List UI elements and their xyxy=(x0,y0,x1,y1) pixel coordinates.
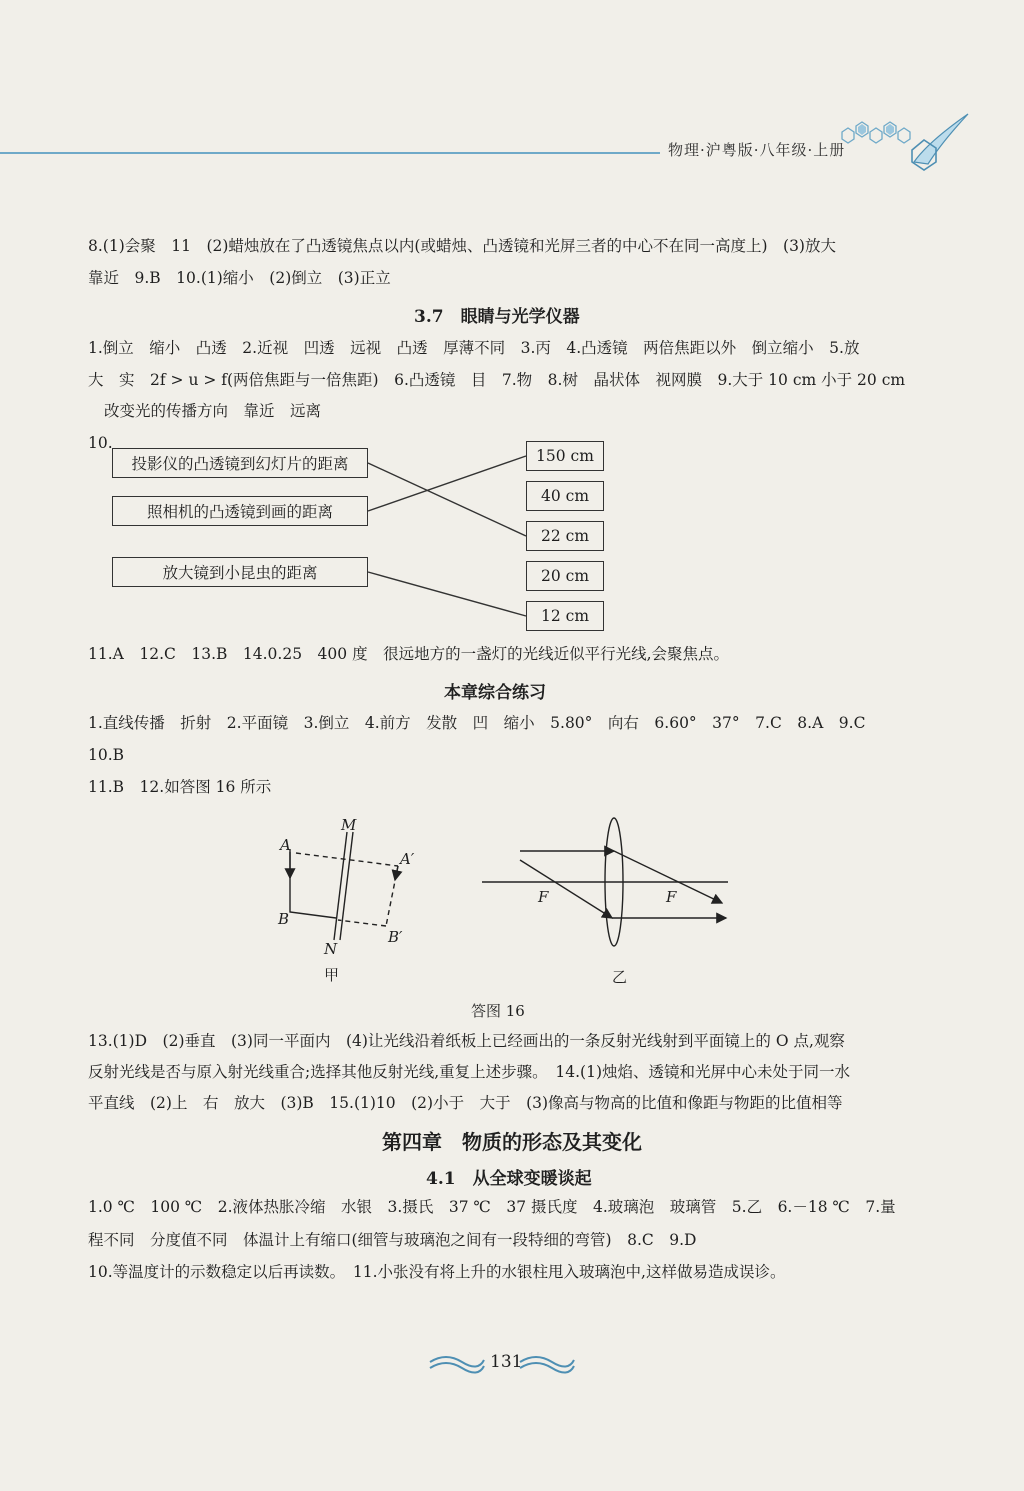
answer-line-4: 大 实 2f > u > f(两倍焦距与一倍焦距) 6.凸透镜 目 7.物 8.树 晶状体 视网膜 9.大于 10 cm 小于 20 cm xyxy=(88,371,906,389)
figure-label-F-left: F xyxy=(538,888,549,906)
answer-line-11: 反射光线是否与原入射光线重合;选择其他反射光线,重复上述步骤。 14.(1)烛焰、透镜和光屏中心未处于同一水 xyxy=(88,1063,851,1081)
section-heading-3-7: 3.7 眼睛与光学仪器 xyxy=(414,307,580,327)
answer-line-7: 1.直线传播 折射 2.平面镜 3.倒立 4.前方 发散 凹 缩小 5.80° 向右 6.60° 37° 7.C 8.A 9.C xyxy=(88,714,866,732)
answer-line-3: 1.倒立 缩小 凸透 2.近视 凹透 远视 凸透 厚薄不同 3.丙 4.凸透镜 两倍焦距以外 倒立缩小 5.放 xyxy=(88,339,860,357)
match-right-item-20: 20 cm xyxy=(526,561,604,591)
figure-label-B: B xyxy=(278,910,290,928)
answer-line-14: 程不同 分度值不同 体温计上有缩口(细管与玻璃泡之间有一段特细的弯管) 8.C 9.D xyxy=(88,1231,697,1249)
match-right-item-150: 150 cm xyxy=(526,441,604,471)
figure-label-B-prime: B′ xyxy=(388,928,403,946)
figure-label-A-prime: A′ xyxy=(400,850,415,868)
question-10-label: 10. xyxy=(88,434,113,452)
answer-line-5: 改变光的传播方向 靠近 远离 xyxy=(104,402,322,420)
match-right-item-40: 40 cm xyxy=(526,481,604,511)
match-left-item-camera: 照相机的凸透镜到画的距离 xyxy=(112,496,368,526)
answer-line-1: 8.(1)会聚 11 (2)蜡烛放在了凸透镜焦点以内(或蜡烛、凸透镜和光屏三者的中心不在同一高度上) (3)放大 xyxy=(88,237,836,255)
answer-line-12: 平直线 (2)上 右 放大 (3)B 15.(1)10 (2)小于 大于 (3)像高与物高的比值和像距与物距的比值相等 xyxy=(88,1094,843,1112)
figure-sub-jia: 甲 xyxy=(324,966,340,984)
match-right-item-22: 22 cm xyxy=(526,521,604,551)
chapter-4-title: 第四章 物质的形态及其变化 xyxy=(382,1130,642,1154)
answer-line-8: 10.B xyxy=(88,746,125,764)
match-left-item-magnifier: 放大镜到小昆虫的距离 xyxy=(112,557,368,587)
page-number: 131 xyxy=(490,1352,523,1372)
answer-line-6: 11.A 12.C 13.B 14.0.25 400 度 很远地方的一盏灯的光线近似平行光线,会聚焦点。 xyxy=(88,645,729,663)
figure-label-N: N xyxy=(324,940,338,958)
figure-jia-mirror xyxy=(290,832,398,940)
section-heading-4-1: 4.1 从全球变暖谈起 xyxy=(426,1169,592,1189)
match-right-item-12: 12 cm xyxy=(526,601,604,631)
figure-label-F-right: F xyxy=(666,888,677,906)
header-rule xyxy=(0,152,660,154)
answer-line-10: 13.(1)D (2)垂直 (3)同一平面内 (4)让光线沿着纸板上已经画出的一条反射光线射到平面镜上的 O 点,观察 xyxy=(88,1032,845,1050)
figure-caption: 答图 16 xyxy=(471,1002,525,1020)
match-left-item-projector: 投影仪的凸透镜到幻灯片的距离 xyxy=(112,448,368,478)
hexagon-logo-icon xyxy=(832,112,982,172)
book-info: 物理·沪粤版·八年级·上册 xyxy=(668,141,846,159)
answer-line-9: 11.B 12.如答图 16 所示 xyxy=(88,778,272,796)
figure-yi-lens xyxy=(482,818,728,946)
figure-label-M: M xyxy=(341,816,357,834)
figure-sub-yi: 乙 xyxy=(612,968,628,986)
answer-line-15: 10.等温度计的示数稳定以后再读数。 11.小张没有将上升的水银柱甩入玻璃泡中,这样做易造成误诊。 xyxy=(88,1263,786,1281)
section-heading-review: 本章综合练习 xyxy=(444,683,546,703)
answer-line-13: 1.0 ℃ 100 ℃ 2.液体热胀冷缩 水银 3.摄氏 37 ℃ 37 摄氏度 4.玻璃泡 玻璃管 5.乙 6.－18 ℃ 7.量 xyxy=(88,1198,896,1216)
answer-line-2: 靠近 9.B 10.(1)缩小 (2)倒立 (3)正立 xyxy=(88,269,391,287)
figure-label-A: A xyxy=(280,836,291,854)
